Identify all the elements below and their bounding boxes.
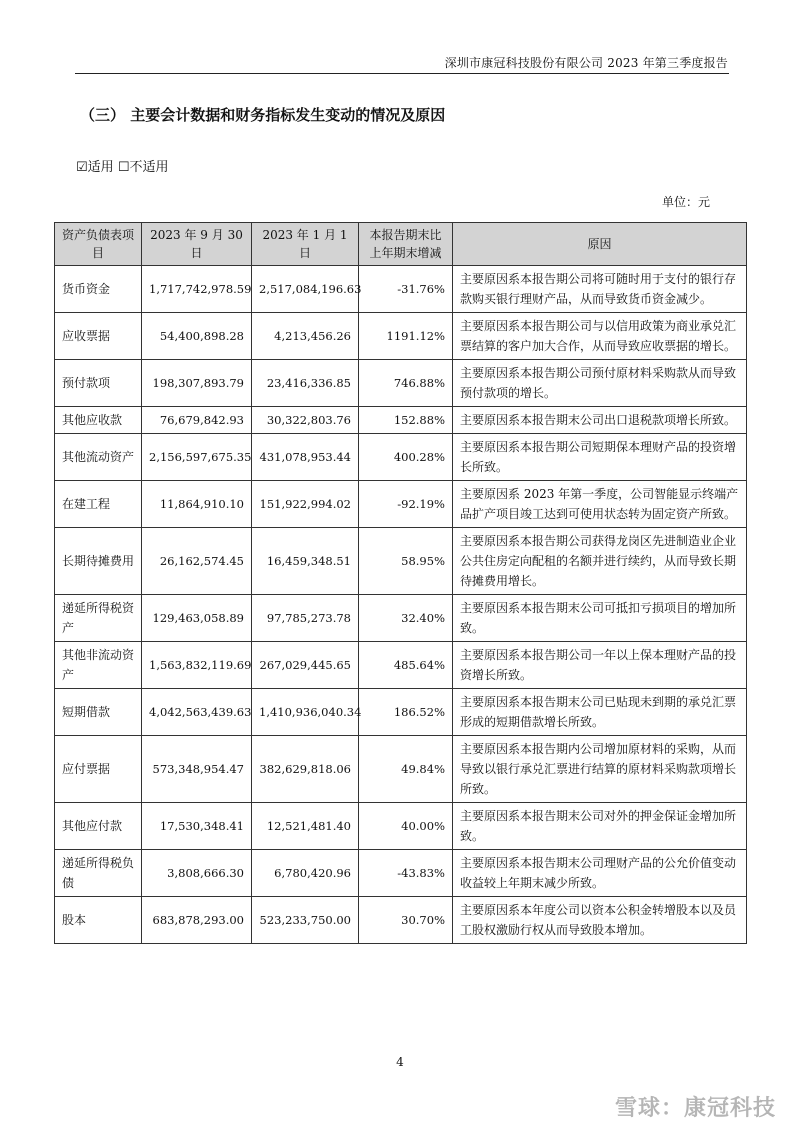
row-item: 递延所得税负债 [55, 850, 142, 897]
header-reason: 原因 [453, 223, 747, 266]
row-previous-value: 97,785,273.78 [252, 595, 359, 642]
section-title: （三） 主要会计数据和财务指标发生变动的情况及原因 [80, 106, 446, 124]
table-row [55, 897, 747, 944]
row-change-percent: 30.70% [359, 897, 453, 944]
row-current-value: 26,162,574.45 [142, 528, 252, 595]
table-row [55, 481, 747, 528]
report-header-title: 深圳市康冠科技股份有限公司 2023 年第三季度报告 [444, 56, 728, 70]
header-current-period: 2023 年 9 月 30 日 [142, 223, 252, 266]
row-previous-value: 12,521,481.40 [252, 803, 359, 850]
row-reason: 主要原因系本报告期末公司对外的押金保证金增加所致。 [453, 803, 747, 850]
table-row [55, 595, 747, 642]
row-item: 其他非流动资产 [55, 642, 142, 689]
row-item: 预付款项 [55, 360, 142, 407]
row-current-value: 1,563,832,119.69 [142, 642, 252, 689]
row-reason: 主要原因系本报告期内公司增加原材料的采购，从而导致以银行承兑汇票进行结算的原材料采购款项增长所致。 [453, 736, 747, 803]
row-item: 其他流动资产 [55, 434, 142, 481]
row-change-percent: 152.88% [359, 407, 453, 434]
checked-box-icon: ☑ [76, 160, 88, 175]
row-current-value: 76,679,842.93 [142, 407, 252, 434]
row-previous-value: 23,416,336.85 [252, 360, 359, 407]
header-change: 本报告期末比上年期末增减 [359, 223, 453, 266]
row-change-percent: -92.19% [359, 481, 453, 528]
header-item: 资产负债表项目 [55, 223, 142, 266]
row-item: 其他应付款 [55, 803, 142, 850]
row-item: 应付票据 [55, 736, 142, 803]
row-previous-value: 267,029,445.65 [252, 642, 359, 689]
table-row [55, 313, 747, 360]
row-reason: 主要原因系本报告期公司将可随时用于支付的银行存款购买银行理财产品，从而导致货币资金减少。 [453, 266, 747, 313]
balance-sheet-changes-table [54, 222, 747, 944]
row-change-percent: 58.95% [359, 528, 453, 595]
row-previous-value: 1,410,936,040.34 [252, 689, 359, 736]
row-previous-value: 151,922,994.02 [252, 481, 359, 528]
row-item: 货币资金 [55, 266, 142, 313]
row-current-value: 683,878,293.00 [142, 897, 252, 944]
row-reason: 主要原因系本报告期公司短期保本理财产品的投资增长所致。 [453, 434, 747, 481]
row-previous-value: 431,078,953.44 [252, 434, 359, 481]
table-row [55, 407, 747, 434]
row-change-percent: 49.84% [359, 736, 453, 803]
table-row [55, 736, 747, 803]
row-reason: 主要原因系 2023 年第一季度，公司智能显示终端产品扩产项目竣工达到可使用状态转为固定资产所致。 [453, 481, 747, 528]
row-previous-value: 382,629,818.06 [252, 736, 359, 803]
row-current-value: 198,307,893.79 [142, 360, 252, 407]
watermark: 雪球：康冠科技 [614, 1096, 776, 1121]
table-body [55, 266, 747, 944]
unchecked-box-icon: ☐ [117, 160, 130, 175]
row-current-value: 2,156,597,675.35 [142, 434, 252, 481]
row-item: 短期借款 [55, 689, 142, 736]
row-previous-value: 4,213,456.26 [252, 313, 359, 360]
row-current-value: 1,717,742,978.59 [142, 266, 252, 313]
row-reason: 主要原因系本报告期末公司出口退税款项增长所致。 [453, 407, 747, 434]
row-current-value: 17,530,348.41 [142, 803, 252, 850]
row-item: 在建工程 [55, 481, 142, 528]
row-item: 其他应收款 [55, 407, 142, 434]
table-row [55, 803, 747, 850]
page-number: 4 [396, 1055, 404, 1069]
applicability-options [76, 156, 168, 175]
row-current-value: 4,042,563,439.63 [142, 689, 252, 736]
row-change-percent: 40.00% [359, 803, 453, 850]
row-current-value: 129,463,058.89 [142, 595, 252, 642]
not-applicable-label: 不适用 [129, 160, 169, 175]
table-row [55, 434, 747, 481]
row-reason: 主要原因系本报告期末公司理财产品的公允价值变动收益较上年期末减少所致。 [453, 850, 747, 897]
row-change-percent: 186.52% [359, 689, 453, 736]
row-reason: 主要原因系本报告期公司一年以上保本理财产品的投资增长所致。 [453, 642, 747, 689]
table-row [55, 528, 747, 595]
table-row [55, 850, 747, 897]
row-current-value: 11,864,910.10 [142, 481, 252, 528]
row-item: 应收票据 [55, 313, 142, 360]
row-change-percent: 746.88% [359, 360, 453, 407]
row-reason: 主要原因系本报告期公司预付原材料采购款从而导致预付款项的增长。 [453, 360, 747, 407]
row-current-value: 573,348,954.47 [142, 736, 252, 803]
row-item: 递延所得税资产 [55, 595, 142, 642]
row-current-value: 3,808,666.30 [142, 850, 252, 897]
table-row [55, 689, 747, 736]
row-reason: 主要原因系本报告期末公司可抵扣亏损项目的增加所致。 [453, 595, 747, 642]
row-change-percent: 400.28% [359, 434, 453, 481]
header-previous-period: 2023 年 1 月 1 日 [252, 223, 359, 266]
row-change-percent: -43.83% [359, 850, 453, 897]
row-change-percent: 1191.12% [359, 313, 453, 360]
row-reason: 主要原因系本报告期公司与以信用政策为商业承兑汇票结算的客户加大合作，从而导致应收票据的增长。 [453, 313, 747, 360]
row-item: 股本 [55, 897, 142, 944]
row-previous-value: 523,233,750.00 [252, 897, 359, 944]
applicable-label: 适用 [87, 160, 114, 175]
row-change-percent: 32.40% [359, 595, 453, 642]
row-previous-value: 6,780,420.96 [252, 850, 359, 897]
row-previous-value: 30,322,803.76 [252, 407, 359, 434]
table-row [55, 360, 747, 407]
unit-label: 单位：元 [661, 195, 710, 209]
row-item: 长期待摊费用 [55, 528, 142, 595]
row-change-percent: 485.64% [359, 642, 453, 689]
row-change-percent: -31.76% [359, 266, 453, 313]
table-row [55, 266, 747, 313]
row-current-value: 54,400,898.28 [142, 313, 252, 360]
header-divider [75, 73, 729, 74]
table-header-row [55, 223, 747, 266]
row-reason: 主要原因系本报告期公司获得龙岗区先进制造业企业公共住房定向配租的名额并进行续约，从而导致长期待摊费用增长。 [453, 528, 747, 595]
row-reason: 主要原因系本报告期末公司已贴现未到期的承兑汇票形成的短期借款增长所致。 [453, 689, 747, 736]
table-row [55, 642, 747, 689]
row-previous-value: 16,459,348.51 [252, 528, 359, 595]
row-previous-value: 2,517,084,196.63 [252, 266, 359, 313]
row-reason: 主要原因系本年度公司以资本公积金转增股本以及员工股权激励行权从而导致股本增加。 [453, 897, 747, 944]
